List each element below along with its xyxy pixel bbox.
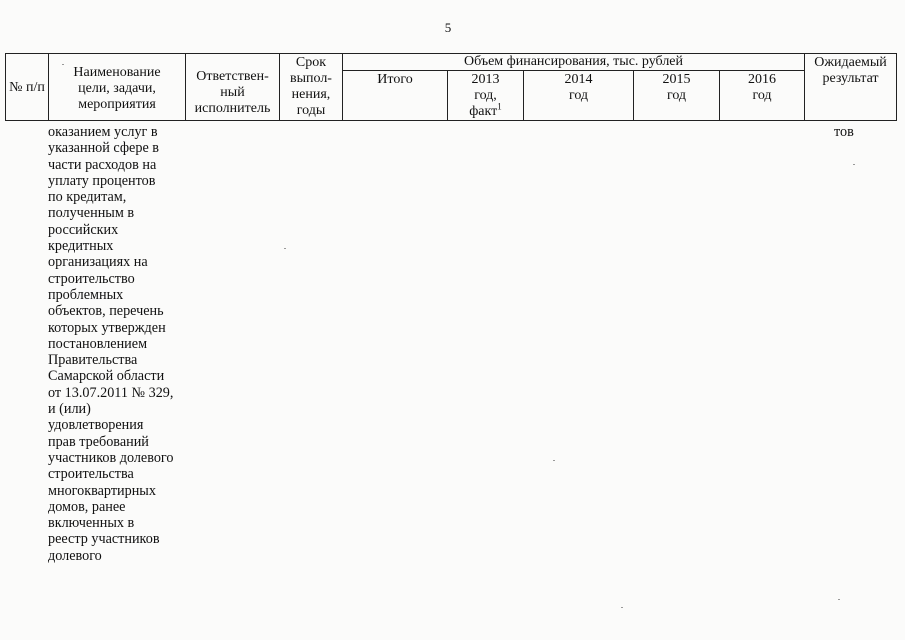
text-line: строительство [48, 270, 135, 287]
text-line: которых утвержден [48, 319, 166, 336]
header-term-line: выпол- [290, 71, 332, 86]
header-2014-line: год [568, 88, 589, 103]
text-line: Самарской области [48, 368, 165, 385]
header-name-line: Наименование [73, 65, 161, 80]
header-term-line: годы [296, 103, 326, 118]
header-2014 [524, 72, 633, 104]
header-bottom-rule [5, 120, 897, 121]
text-line: домов, ранее [48, 498, 126, 515]
text-line: части расходов на [48, 156, 157, 173]
header-responsible-line: Ответствен- [196, 69, 269, 84]
header-2013-line: год, [474, 88, 497, 103]
header-term [280, 55, 342, 119]
header-2016 [720, 72, 804, 104]
text-line: оказанием услуг в [48, 124, 158, 140]
header-2016-line: год [752, 88, 772, 103]
text-line: российских [48, 221, 119, 238]
text-line: объектов, перечень [48, 303, 164, 320]
scan-speck [621, 607, 623, 608]
measure-name-text [48, 124, 198, 564]
header-2013-line [448, 101, 523, 120]
text-line: уплату процентов [48, 172, 156, 189]
header-funding-group [343, 54, 804, 70]
text-line: полученным в [48, 205, 135, 222]
text-line: постановлением [48, 335, 148, 352]
header-funding-label: Объем финансирования, тыс. рублей [463, 54, 684, 69]
header-term-line: нения, [291, 87, 331, 102]
header-name-line: мероприятия [78, 97, 156, 112]
scan-speck [284, 248, 286, 249]
header-result [805, 55, 896, 87]
scan-speck [62, 64, 64, 65]
header-2015-line: 2015 [662, 72, 691, 87]
header-name-line: цели, задачи, [78, 81, 156, 96]
text-line: указанной сфере в [48, 140, 159, 157]
header-2013 [448, 72, 523, 120]
header-name [49, 65, 185, 113]
header-2016-line: 2016 [748, 72, 776, 87]
text-line: многоквартирных [48, 482, 156, 499]
header-result-line: Ожидаемый [814, 55, 887, 70]
header-2014-line: 2014 [564, 72, 593, 87]
header-responsible [186, 69, 279, 117]
text-line: и (или) [48, 401, 91, 418]
text-line: строительства [48, 466, 134, 483]
text-line: Правительства [48, 352, 138, 369]
text-line: кредитных [48, 238, 114, 255]
header-2013-fact: факт [469, 104, 498, 119]
header-2015 [634, 72, 719, 104]
text-line: удовлетворения [48, 417, 144, 434]
header-term-line: Срок [295, 55, 327, 70]
funding-subheader-rule [342, 70, 804, 71]
scan-speck [553, 460, 555, 461]
text-line: долевого [48, 547, 102, 564]
column-divider [896, 53, 897, 121]
text-line: включенных в [48, 515, 135, 532]
header-2015-line: год [666, 88, 687, 103]
text-line: проблемных [48, 286, 124, 303]
text-line: по кредитам, [48, 189, 127, 206]
text-line: участников долевого [48, 449, 174, 466]
header-result-line: результат [822, 71, 879, 86]
header-2013-line: 2013 [471, 72, 500, 87]
scan-speck [853, 164, 855, 165]
header-total-label: Итого [377, 72, 413, 87]
header-responsible-line: ный [220, 85, 245, 100]
footnote-marker: 1 [497, 101, 502, 112]
text-line: реестр участников [48, 531, 160, 548]
header-total [343, 72, 447, 88]
text-line: организациях на [48, 254, 148, 271]
header-num [6, 80, 48, 96]
header-responsible-line: исполнитель [194, 101, 271, 116]
scan-speck [838, 599, 840, 600]
header-num-label: № п/п [9, 80, 45, 95]
page-number: 5 [444, 20, 452, 35]
text-line: прав требований [48, 433, 149, 450]
text-line: от 13.07.2011 № 329, [48, 384, 174, 401]
expected-result-text: тов [834, 124, 854, 140]
